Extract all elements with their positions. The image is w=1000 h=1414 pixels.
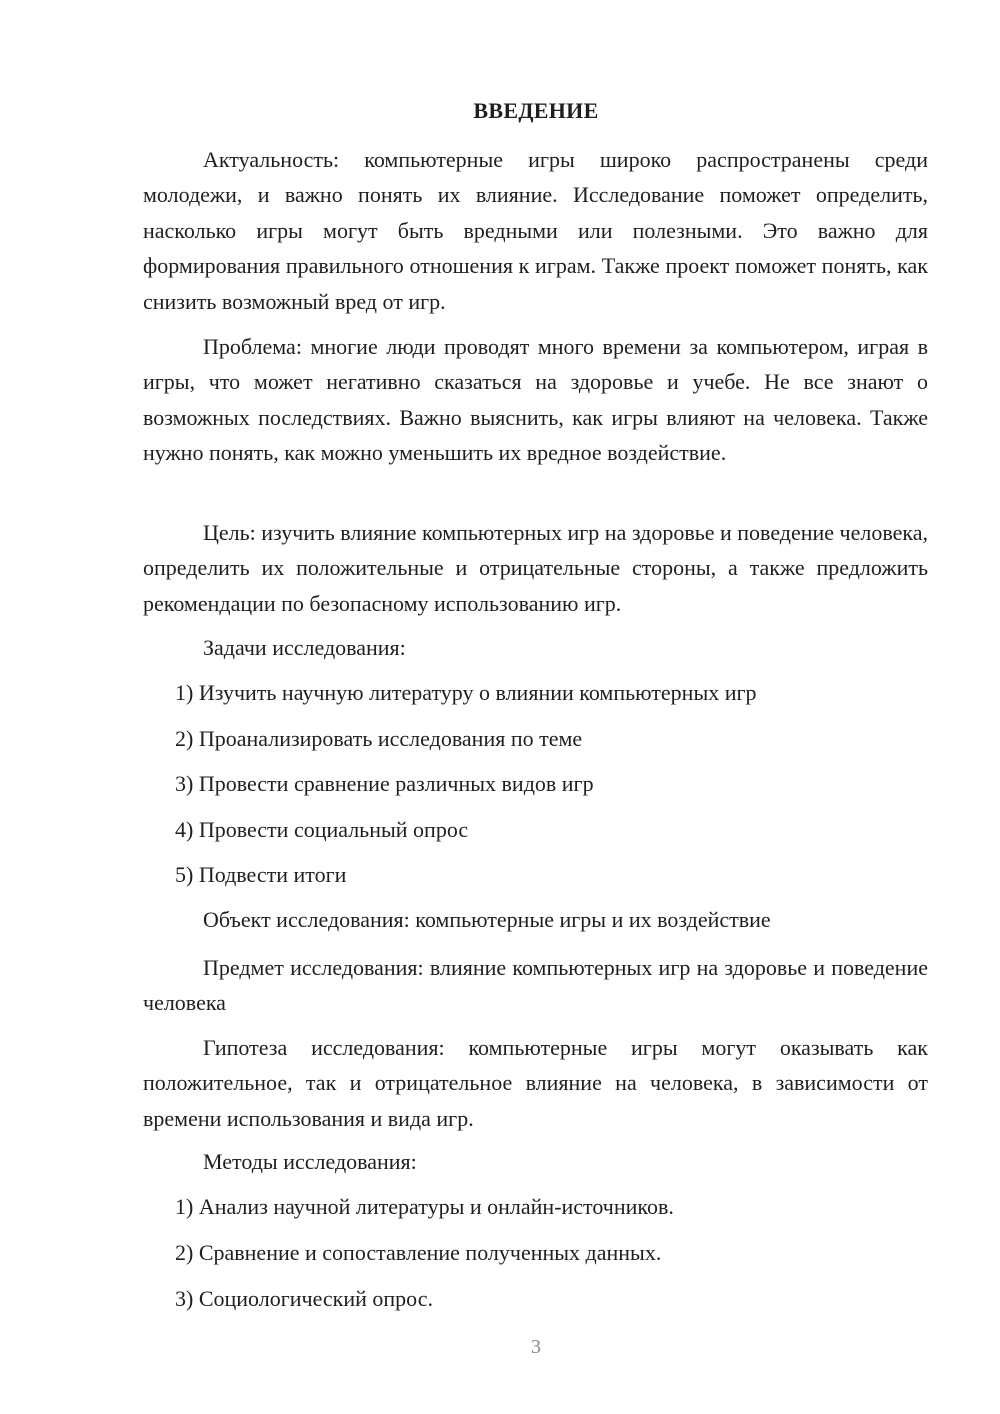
goal-paragraph: Цель: изучить влияние компьютерных игр на здоровье и поведение человека, определить их положительные и отрицательные стороны, а также предложить рекомендации по безопасному использованию игр. bbox=[143, 520, 929, 616]
method-item-1: 1) Анализ научной литературы и онлайн-источников. bbox=[175, 1194, 674, 1219]
problem-paragraph: Проблема: многие люди проводят много времени за компьютером, играя в игры, что может негативно сказаться на здоровье и учебе. Не все знают о возможных последствиях. Важно выяснить, как игры влияют на человека. Также нужно понять, как можно уменьшить их вредное воздействие. bbox=[143, 334, 928, 466]
section-title: ВВЕДЕНИЕ bbox=[473, 98, 599, 123]
task-item-3: 3) Провести сравнение различных видов игр bbox=[175, 771, 594, 796]
subject-paragraph: Предмет исследования: влияние компьютерных игр на здоровье и поведение человека bbox=[143, 955, 928, 1016]
task-item-1: 1) Изучить научную литературу о влиянии компьютерных игр bbox=[175, 680, 757, 705]
task-item-5: 5) Подвести итоги bbox=[175, 862, 347, 887]
method-item-2: 2) Сравнение и сопоставление полученных данных. bbox=[175, 1240, 662, 1265]
methods-heading: Методы исследования: bbox=[203, 1149, 417, 1174]
object-line: Объект исследования: компьютерные игры и их воздействие bbox=[203, 907, 771, 932]
relevance-paragraph: Актуальность: компьютерные игры широко распространены среди молодежи, и важно понять их влияние. Исследование поможет определить, насколько игры могут быть вредными или полезными. Это важно для формирования правильного отношения к играм. Также проект поможет понять, как снизить возможный вред от игр. bbox=[143, 147, 928, 314]
hypothesis-paragraph: Гипотеза исследования: компьютерные игры могут оказывать как положительное, так и отрицательное влияние на человека, в зависимости от времени использования и вида игр. bbox=[143, 1035, 928, 1131]
task-item-4: 4) Провести социальный опрос bbox=[175, 817, 469, 842]
task-item-2: 2) Проанализировать исследования по теме bbox=[175, 726, 583, 751]
tasks-heading: Задачи исследования: bbox=[203, 635, 406, 660]
method-item-3: 3) Социологический опрос. bbox=[175, 1286, 433, 1311]
page-number: 3 bbox=[531, 1336, 541, 1358]
